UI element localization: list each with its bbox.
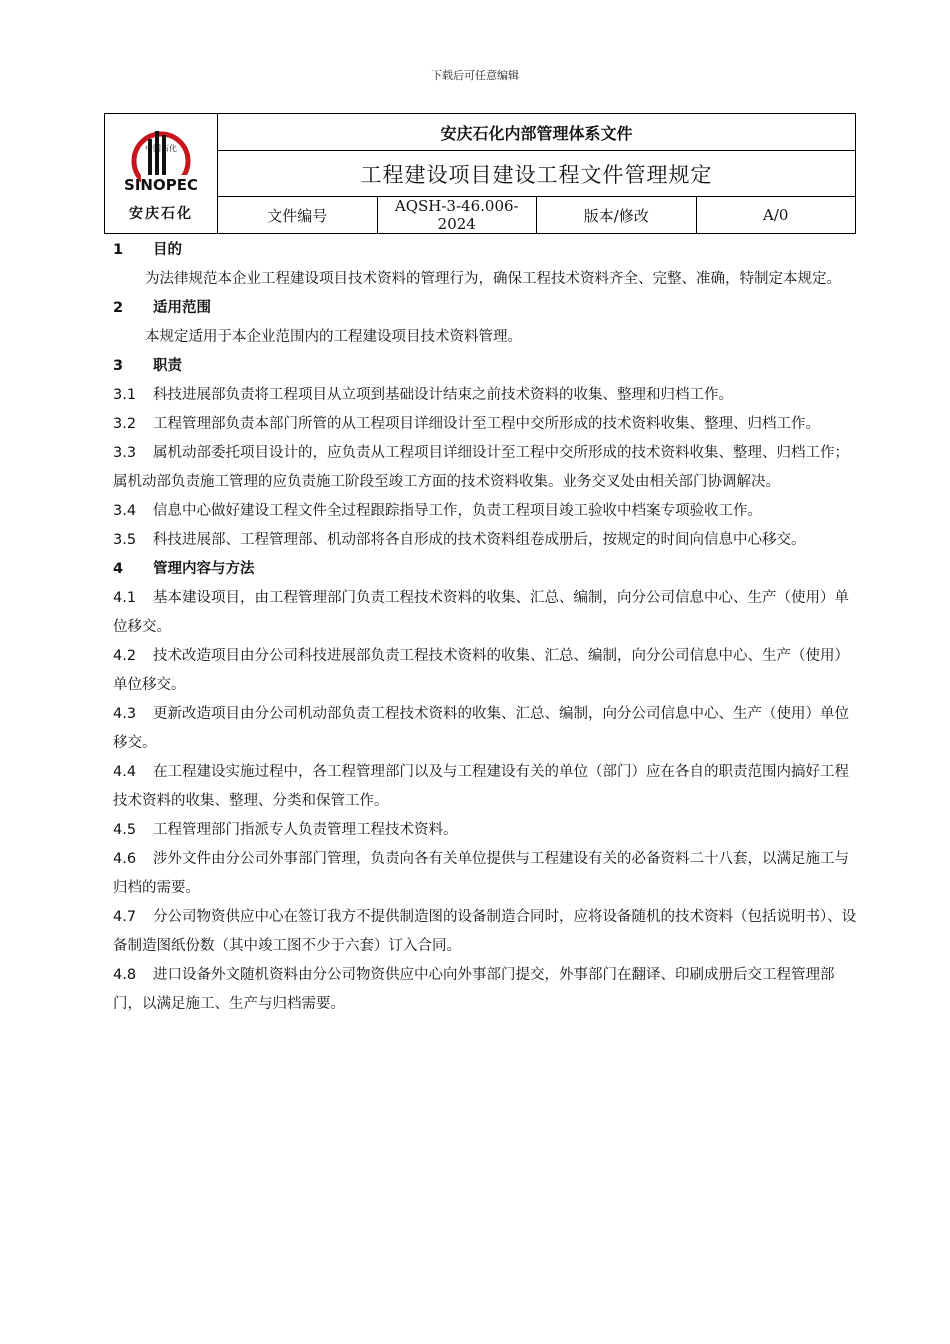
clause xyxy=(113,845,858,903)
logo-cell xyxy=(105,114,218,234)
section-heading xyxy=(113,236,858,265)
document-body xyxy=(113,236,858,1019)
clause xyxy=(113,584,858,642)
org-title: 安庆石化内部管理体系文件 xyxy=(218,114,856,151)
clause xyxy=(113,381,858,410)
clause xyxy=(113,758,858,816)
clause-number: 3.5 xyxy=(113,532,137,548)
section-heading xyxy=(113,352,858,381)
clause-number: 3.2 xyxy=(113,416,137,432)
clause-text: 科技进展部、工程管理部、机动部将各自形成的技术资料组卷成册后，按规定的时间向信息中心移交。 xyxy=(153,532,806,548)
clause xyxy=(113,497,858,526)
logo-brand-text: SINOPEC xyxy=(124,175,198,194)
clause xyxy=(113,700,858,758)
clause-text: 涉外文件由分公司外事部门管理，负责向各有关单位提供与工程建设有关的必备资料二十八套，以满足施工与归档的需要。 xyxy=(113,851,849,896)
clause-text: 信息中心做好建设工程文件全过程跟踪指导工作，负责工程项目竣工验收中档案专项验收工作。 xyxy=(153,503,762,519)
document-header-table xyxy=(104,113,856,234)
clause xyxy=(113,410,858,439)
clause xyxy=(113,642,858,700)
clause-text: 属机动部委托项目设计的，应负责从工程项目详细设计至工程中交所形成的技术资料收集、整理、归档工作；属机动部负责施工管理的应负责施工阶段至竣工方面的技术资料收集。业务交叉处由相关部门协调解决。 xyxy=(113,445,849,490)
logo-top-text: 中国石化 xyxy=(145,143,177,153)
clause-text: 分公司物资供应中心在签订我方不提供制造图的设备制造合同时，应将设备随机的技术资料（包括说明书）、设备制造图纸份数（其中竣工图不少于六套）订入合同。 xyxy=(113,909,857,954)
doc-number-value: AQSH-3-46.006-2024 xyxy=(377,197,537,234)
clause-number: 4.7 xyxy=(113,909,137,925)
watermark-text: 下载后可任意编辑 xyxy=(431,69,519,82)
version-label: 版本/修改 xyxy=(537,197,697,234)
clause-number: 3.4 xyxy=(113,503,137,519)
section-title: 职责 xyxy=(153,358,182,374)
section-heading xyxy=(113,555,858,584)
section-title: 管理内容与方法 xyxy=(153,561,255,577)
clause-number: 4.4 xyxy=(113,764,137,780)
clause-text: 进口设备外文随机资料由分公司物资供应中心向外事部门提交，外事部门在翻译、印刷成册后交工程管理部门，以满足施工、生产与归档需要。 xyxy=(113,967,835,1012)
section-title: 适用范围 xyxy=(153,300,211,316)
clause-number: 3.1 xyxy=(113,387,137,403)
logo-caption: 安庆石化 xyxy=(129,205,193,222)
paragraph: 本规定适用于本企业范围内的工程建设项目技术资料管理。 xyxy=(145,329,522,345)
clause-number: 4.1 xyxy=(113,590,137,606)
clause-number: 3.3 xyxy=(113,445,137,461)
clause-text: 更新改造项目由分公司机动部负责工程技术资料的收集、汇总、编制，向分公司信息中心、生产（使用）单位移交。 xyxy=(113,706,849,751)
clause-number: 4.2 xyxy=(113,648,137,664)
clause-text: 工程管理部门指派专人负责管理工程技术资料。 xyxy=(153,822,458,838)
clause-number: 4.5 xyxy=(113,822,137,838)
clause-number: 4.8 xyxy=(113,967,137,983)
clause-text: 基本建设项目，由工程管理部门负责工程技术资料的收集、汇总、编制，向分公司信息中心、生产（使用）单位移交。 xyxy=(113,590,849,635)
section-title: 目的 xyxy=(153,242,182,258)
clause-number: 4.3 xyxy=(113,706,137,722)
clause-text: 科技进展部负责将工程项目从立项到基础设计结束之前技术资料的收集、整理和归档工作。 xyxy=(153,387,733,403)
clause xyxy=(113,903,858,961)
clause-text: 技术改造项目由分公司科技进展部负责工程技术资料的收集、汇总、编制，向分公司信息中心、生产（使用）单位移交。 xyxy=(113,648,849,693)
section-number: 4 xyxy=(113,561,124,577)
section-number: 3 xyxy=(113,358,124,374)
clause-text: 工程管理部负责本部门所管的从工程项目详细设计至工程中交所形成的技术资料收集、整理、归档工作。 xyxy=(153,416,820,432)
paragraph: 为法律规范本企业工程建设项目技术资料的管理行为，确保工程技术资料齐全、完整、准确，特制定本规定。 xyxy=(145,271,841,287)
section-number: 2 xyxy=(113,300,124,316)
section-heading xyxy=(113,294,858,323)
clause xyxy=(113,961,858,1019)
clause xyxy=(113,439,858,497)
sinopec-logo-icon xyxy=(121,125,201,205)
section-number: 1 xyxy=(113,242,124,258)
doc-title: 工程建设项目建设工程文件管理规定 xyxy=(218,151,856,197)
clause xyxy=(113,816,858,845)
clause-text: 在工程建设实施过程中，各工程管理部门以及与工程建设有关的单位（部门）应在各自的职责范围内搞好工程技术资料的收集、整理、分类和保管工作。 xyxy=(113,764,849,809)
doc-number-label: 文件编号 xyxy=(218,197,378,234)
clause xyxy=(113,526,858,555)
clause-number: 4.6 xyxy=(113,851,137,867)
version-value: A/0 xyxy=(696,197,856,234)
